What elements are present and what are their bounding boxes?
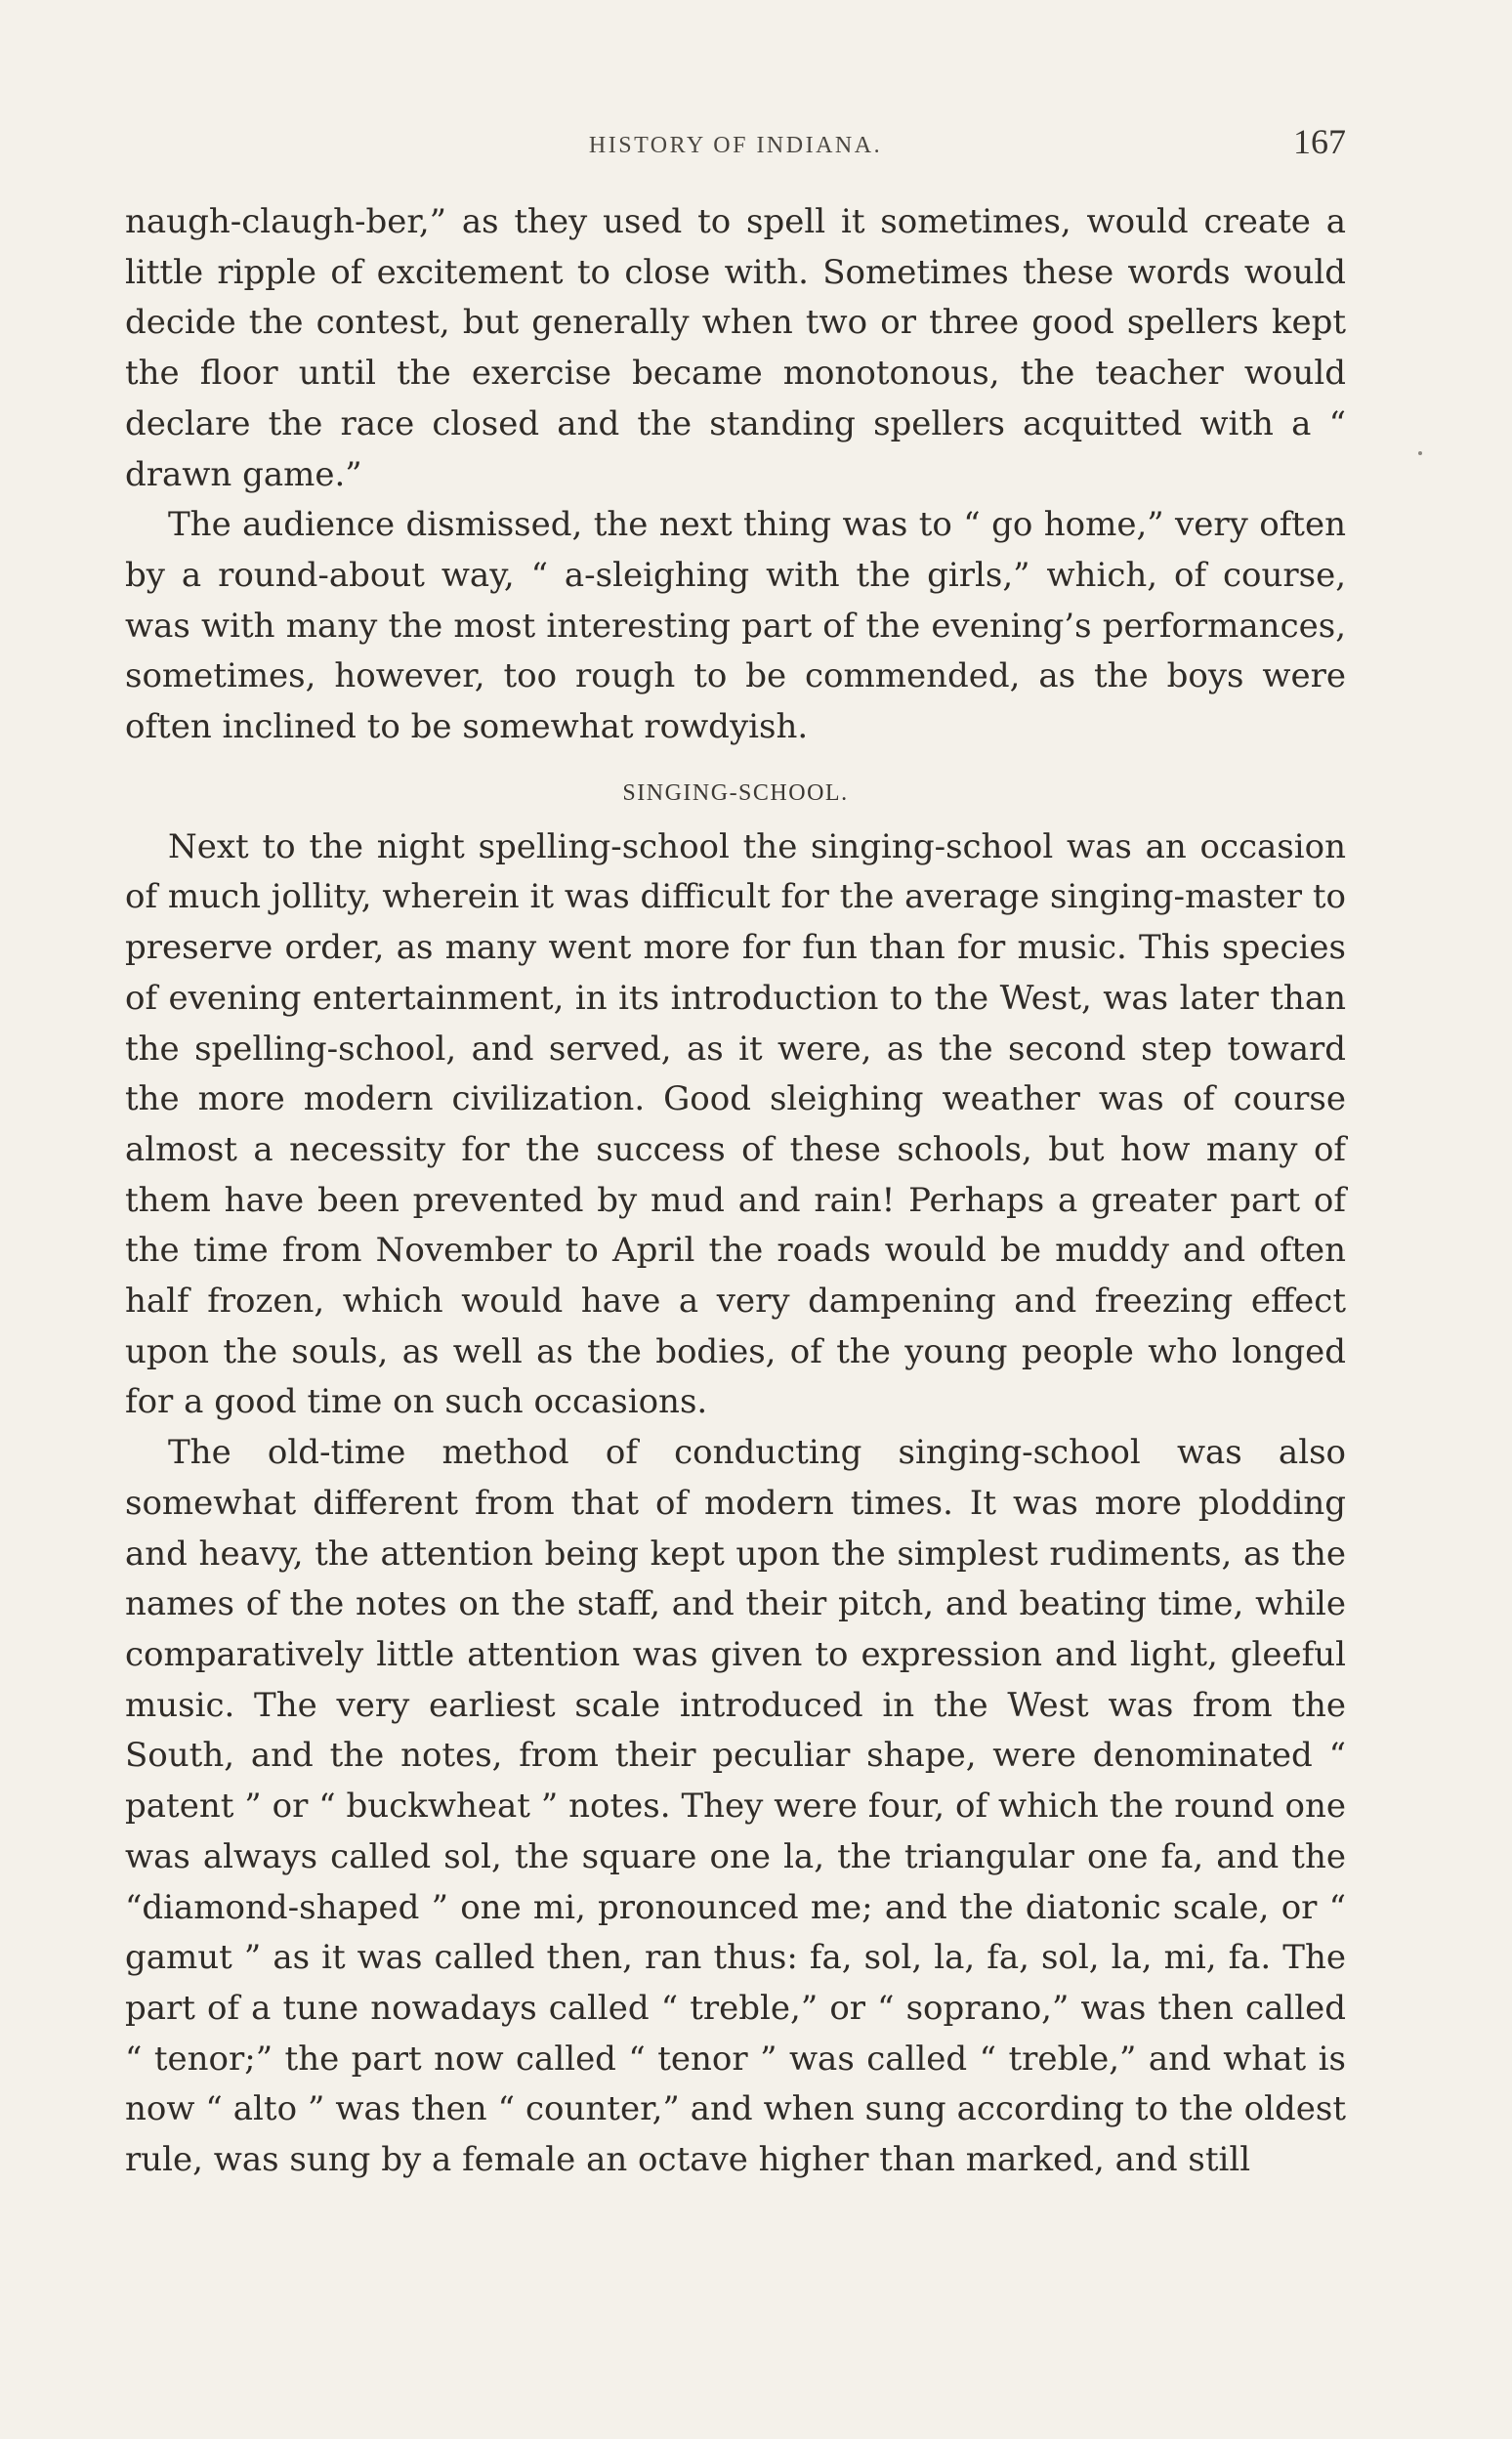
paragraph-audience-dismissed: The audience dismissed, the next thing was to “ go home,” very often by a round-about way, “ a-sleighing with the girls,” which, of course, was with many the most interesting part of the evening’s performances, sometimes, however, too rough to be commended, as the boys were often inclined to be somewhat rowdyish. [125,505,1346,747]
section-heading: SINGING-SCHOOL. [622,779,849,806]
paper-speck [1418,451,1422,455]
running-head: HISTORY OF INDIANA. [588,133,883,158]
page-header [125,115,1346,174]
page-number: 167 [1293,122,1346,161]
paragraph-singing-school-intro: Next to the night spelling-school the singing-school was an occasion of much jollity, wherein it was difficult for the average singing-master to preserve order, as many went more for fun than for music. This species of evening entertainment, in its introduction to the West, was later than the spelling-school, and served, as it were, as the second step toward the more modern civilization. Good sleighing weather was of course almost a necessity for the success of these schools, but how many of them have been prevented by mud and rain! Perhaps a greater part of the time from November to April the roads would be muddy and often half frozen, which would have a very dampening and freezing effect upon the souls, as well as the bodies, of the young people who longed for a good time on such occasions. [125,826,1346,1422]
page-body [125,197,1346,2186]
paragraph-continuation: naugh-claugh-ber,” as they used to spell it sometimes, would create a little ripple of excitement to close with. Sometimes these words would decide the contest, but generally when two or three good spellers kept the floor until the exercise became monotonous, the teacher would declare the race closed and the standing spellers acquitted with a “ drawn game.” [125,202,1346,494]
paragraph-old-time-method: The old-time method of conducting singing-school was also somewhat different from that of modern times. It was more plodding and heavy, the attention being kept upon the simplest rudiments, as the names of the notes on the staff, and their pitch, and beating time, while comparatively little attention was given to expression and light, gleeful music. The very earliest scale introduced in the West was from the South, and the notes, from their peculiar shape, were denominated “ patent ” or “ buckwheat ” notes. They were four, of which the round one was always called sol, the square one la, the triangular one fa, and the “diamond-shaped ” one mi, pronounced me; and the diatonic scale, or “ gamut ” as it was called then, ran thus: fa, sol, la, fa, sol, la, mi, fa. The part of a tune nowadays called “ treble,” or “ soprano,” was then called “ tenor;” the part now called “ tenor ” was called “ treble,” and what is now “ alto ” was then “ counter,” and when sung according to the oldest rule, was sung by a female an octave higher than marked, and still [125,1433,1346,2180]
